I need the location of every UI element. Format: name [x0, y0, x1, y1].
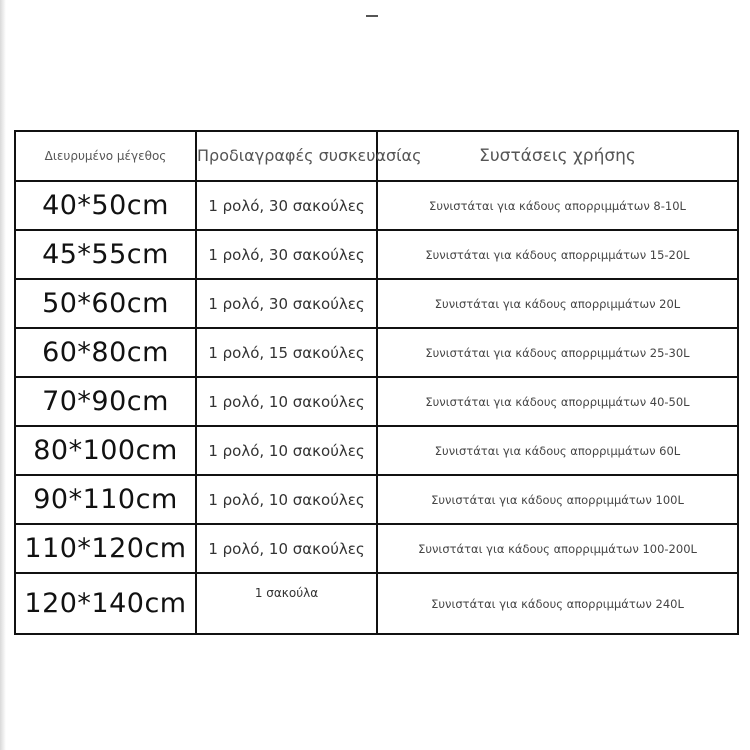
size-cell: 45*55cm	[15, 230, 196, 279]
usage-cell: Συνιστάται για κάδους απορριμμάτων 8-10L	[377, 181, 738, 230]
packaging-cell: 1 ρολό, 10 σακούλες	[196, 524, 377, 573]
top-mark	[366, 15, 378, 17]
usage-cell: Συνιστάται για κάδους απορριμμάτων 20L	[377, 279, 738, 328]
usage-cell: Συνιστάται για κάδους απορριμμάτων 240L	[377, 573, 738, 634]
usage-cell: Συνιστάται για κάδους απορριμμάτων 40-50L	[377, 377, 738, 426]
size-spec-table	[14, 130, 739, 635]
table-header-row	[15, 131, 738, 181]
table-row	[15, 181, 738, 230]
usage-cell: Συνιστάται για κάδους απορριμμάτων 100L	[377, 475, 738, 524]
size-cell: 60*80cm	[15, 328, 196, 377]
packaging-cell: 1 ρολό, 30 σακούλες	[196, 230, 377, 279]
packaging-cell: 1 ρολό, 15 σακούλες	[196, 328, 377, 377]
usage-cell: Συνιστάται για κάδους απορριμμάτων 15-20L	[377, 230, 738, 279]
size-cell: 80*100cm	[15, 426, 196, 475]
table-row	[15, 475, 738, 524]
table-row	[15, 524, 738, 573]
table-row	[15, 573, 738, 634]
header-packaging: Προδιαγραφές συσκευασίας	[196, 131, 377, 181]
packaging-cell: 1 ρολό, 10 σακούλες	[196, 475, 377, 524]
page-shadow-edge	[0, 0, 6, 750]
size-cell: 40*50cm	[15, 181, 196, 230]
header-usage: Συστάσεις χρήσης	[377, 131, 738, 181]
table-row	[15, 377, 738, 426]
packaging-cell: 1 ρολό, 10 σακούλες	[196, 377, 377, 426]
header-size: Διευρυμένο μέγεθος	[15, 131, 196, 181]
size-cell: 50*60cm	[15, 279, 196, 328]
usage-cell: Συνιστάται για κάδους απορριμμάτων 25-30L	[377, 328, 738, 377]
packaging-cell: 1 ρολό, 30 σακούλες	[196, 279, 377, 328]
table-row	[15, 328, 738, 377]
table-row	[15, 279, 738, 328]
size-cell: 110*120cm	[15, 524, 196, 573]
usage-cell: Συνιστάται για κάδους απορριμμάτων 100-200L	[377, 524, 738, 573]
table-row	[15, 230, 738, 279]
size-cell: 90*110cm	[15, 475, 196, 524]
size-cell: 70*90cm	[15, 377, 196, 426]
table-row	[15, 426, 738, 475]
size-cell: 120*140cm	[15, 573, 196, 634]
packaging-cell: 1 ρολό, 30 σακούλες	[196, 181, 377, 230]
packaging-cell: 1 σακούλα	[196, 573, 377, 634]
packaging-cell: 1 ρολό, 10 σακούλες	[196, 426, 377, 475]
usage-cell: Συνιστάται για κάδους απορριμμάτων 60L	[377, 426, 738, 475]
